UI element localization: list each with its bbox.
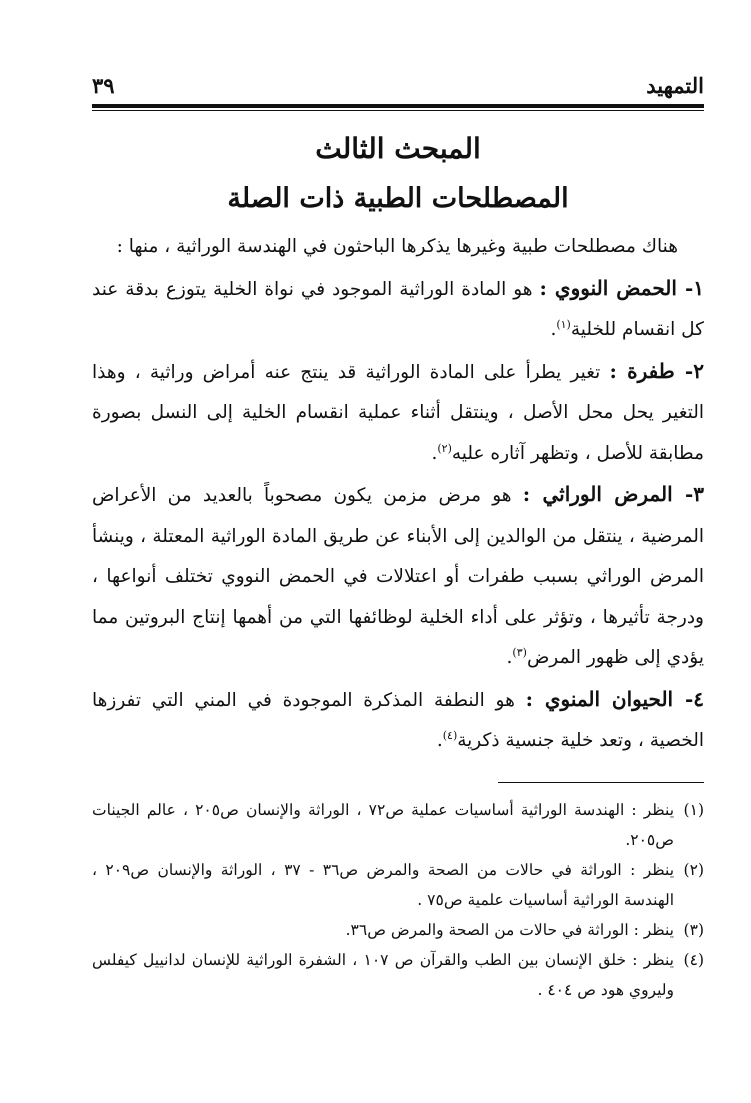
footnote-ref: (٣) [512, 645, 527, 659]
section-title: المبحث الثالث [315, 132, 481, 165]
footnote-ref: (٤) [442, 728, 458, 742]
section-subtitle: المصطلحات الطبية ذات الصلة [227, 183, 569, 214]
sentence-end: . [506, 647, 513, 668]
footnote-text: ينظر : الوراثة في حالات من الصحة والمرض ص٣٦. [345, 920, 674, 939]
footnote [92, 945, 704, 1005]
page-number: ٣٩ [92, 73, 115, 98]
term-paragraph-dna [92, 268, 704, 351]
footnote-ref: (١) [556, 317, 571, 331]
term-definition: هو مرض مزمن يكون مصحوباً بالعديد من الأعراض المرضية ، ينتقل من الوالدين إلى الأبناء عن طريق المادة الوراثية المعتلة ، وينشأ المرض الوراثي بسبب طفرات أو اعتلالات في الحمض النووي تختلف أنواعها ، ودرجة تأثيرها ، وتؤثر على أداء الخلية لوظائفها التي من أهمها إنتاج البروتين مما يؤدي إلى ظهور المرض [92, 485, 704, 668]
term-definition: تغير يطرأ على المادة الوراثية قد ينتج عنه أمراض وراثية ، وهذا التغير يحل محل الأصل ، وينتقل أثناء عملية انقسام الخلية إلى النسل بصورة مطابقة للأصل ، وتظهر آثاره عليه [92, 361, 704, 464]
footnote-separator [498, 782, 704, 783]
footnote-number: (١) [683, 800, 704, 819]
term-label: ٣- المرض الوراثي : [522, 482, 705, 506]
sentence-end: . [436, 730, 443, 751]
footnote [92, 855, 704, 915]
term-paragraph-genetic-disease [92, 474, 704, 679]
footnote-number: (٣) [683, 920, 704, 939]
footnote [92, 795, 704, 855]
running-title: التمهيد [646, 73, 704, 98]
footnote-ref: (٢) [437, 441, 452, 455]
sentence-end: . [431, 442, 438, 464]
book-page [92, 68, 704, 1078]
term-paragraph-sperm [92, 679, 704, 762]
term-paragraph-mutation [92, 351, 704, 475]
body-text [92, 227, 704, 762]
footnote-number: (٤) [683, 950, 704, 969]
header-rule-thin [92, 110, 704, 111]
footnote-text: ينظر : خلق الإنسان بين الطب والقرآن ص ١٠٧ ، الشفرة الوراثية للإنسان لدانييل كيفلس وليروي هود ص ٤٠٤ . [92, 950, 674, 999]
header-rule-thick [92, 104, 704, 108]
footnote-number: (٢) [683, 860, 704, 879]
term-definition: هو المادة الوراثية الموجود في نواة الخلية يتوزع بدقة عند كل انقسام للخلية [92, 278, 704, 340]
intro-paragraph: هناك مصطلحات طبية وغيرها يذكرها الباحثون في الهندسة الوراثية ، منها : [116, 236, 678, 257]
footnote-text: ينظر : الهندسة الوراثية أساسيات عملية ص٧٢ ، الوراثة والإنسان ص٢٠٥ ، عالم الجينات ص٢٠٥. [92, 800, 675, 849]
footnote [92, 915, 704, 945]
term-label: ١- الحمض النووي : [539, 275, 704, 300]
running-header [92, 68, 704, 98]
footnotes [92, 795, 704, 1005]
sentence-end: . [550, 319, 557, 340]
term-definition: هو النطفة المذكرة الموجودة في المني التي تفرزها الخصية ، وتعد خلية جنسية ذكرية [92, 689, 704, 751]
footnote-text: ينظر : الوراثة في حالات من الصحة والمرض ص٣٦ - ٣٧ ، الوراثة والإنسان ص٢٠٩ ، الهندسة الوراثية أساسيات علمية ص٧٥ . [92, 860, 675, 909]
term-label: ٢- طفرة : [609, 358, 704, 383]
term-label: ٤- الحيوان المنوي : [525, 686, 704, 711]
